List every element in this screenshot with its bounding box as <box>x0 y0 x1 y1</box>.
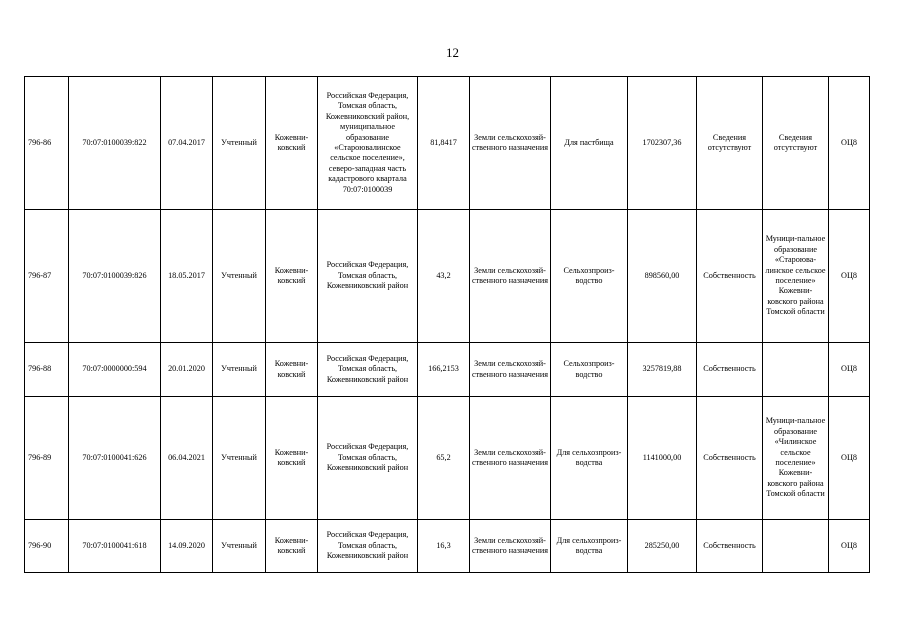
cadastral-value-cell: 1702307,36 <box>628 77 697 210</box>
code-cell: ОЦ8 <box>829 520 870 573</box>
permitted-use-cell: Сельхозпроиз-водство <box>551 343 628 397</box>
date-cell: 06.04.2021 <box>161 397 213 520</box>
date-cell: 14.09.2020 <box>161 520 213 573</box>
right-type-cell: Собственность <box>697 343 763 397</box>
permitted-use-cell: Для пастбища <box>551 77 628 210</box>
table-row <box>25 77 870 210</box>
table-row <box>25 210 870 343</box>
right-type-cell: Собственность <box>697 397 763 520</box>
land-category-cell: Земли сельскохозяй-ственного назначения <box>470 77 551 210</box>
district-cell: Кожевни-ковский <box>266 343 318 397</box>
status-cell: Учтенный <box>213 397 266 520</box>
district-cell: Кожевни-ковский <box>266 210 318 343</box>
right-holder-cell: Сведения отсутствуют <box>763 77 829 210</box>
code-cell: ОЦ8 <box>829 77 870 210</box>
right-holder-cell: Муници-пальное образование «Чилинское сельское поселение» Кожевни-ковского района Томской области <box>763 397 829 520</box>
address-cell: Российская Федерация, Томская область, Кожевниковский район <box>318 210 418 343</box>
land-category-cell: Земли сельскохозяй-ственного назначения <box>470 520 551 573</box>
date-cell: 20.01.2020 <box>161 343 213 397</box>
code-cell: ОЦ8 <box>829 397 870 520</box>
address-cell: Российская Федерация, Томская область, Кожевниковский район <box>318 397 418 520</box>
date-cell: 07.04.2017 <box>161 77 213 210</box>
reg-number-cell: 796-90 <box>25 520 69 573</box>
status-cell: Учтенный <box>213 343 266 397</box>
cadastral-value-cell: 898560,00 <box>628 210 697 343</box>
land-category-cell: Земли сельскохозяй-ственного назначения <box>470 210 551 343</box>
land-category-cell: Земли сельскохозяй-ственного назначения <box>470 397 551 520</box>
right-holder-cell: Муници-пальное образование «Староюва-линское сельское поселение» Кожевни-ковского района Томской области <box>763 210 829 343</box>
reg-number-cell: 796-88 <box>25 343 69 397</box>
district-cell: Кожевни-ковский <box>266 397 318 520</box>
permitted-use-cell: Для сельхозпроиз-водства <box>551 520 628 573</box>
area-cell: 43,2 <box>418 210 470 343</box>
right-holder-cell <box>763 520 829 573</box>
status-cell: Учтенный <box>213 210 266 343</box>
district-cell: Кожевни-ковский <box>266 520 318 573</box>
area-cell: 16,3 <box>418 520 470 573</box>
cadastral-number-cell: 70:07:0100039:822 <box>69 77 161 210</box>
address-cell: Российская Федерация, Томская область, Кожевниковский район, муниципальное образование «Староювалинское сельское поселение», северо-западная часть кадастрового квартала 70:07:0100039 <box>318 77 418 210</box>
reg-number-cell: 796-86 <box>25 77 69 210</box>
cadastral-value-cell: 3257819,88 <box>628 343 697 397</box>
reg-number-cell: 796-89 <box>25 397 69 520</box>
date-cell: 18.05.2017 <box>161 210 213 343</box>
permitted-use-cell: Для сельхозпроиз-водства <box>551 397 628 520</box>
cadastral-number-cell: 70:07:0100041:626 <box>69 397 161 520</box>
area-cell: 166,2153 <box>418 343 470 397</box>
cadastral-number-cell: 70:07:0000000:594 <box>69 343 161 397</box>
page-number: 12 <box>446 45 459 60</box>
area-cell: 81,8417 <box>418 77 470 210</box>
status-cell: Учтенный <box>213 520 266 573</box>
cadastral-value-cell: 1141000,00 <box>628 397 697 520</box>
right-type-cell: Собственность <box>697 210 763 343</box>
cadastral-number-cell: 70:07:0100041:618 <box>69 520 161 573</box>
code-cell: ОЦ8 <box>829 343 870 397</box>
address-cell: Российская Федерация, Томская область, Кожевниковский район <box>318 343 418 397</box>
code-cell: ОЦ8 <box>829 210 870 343</box>
right-type-cell: Сведения отсутствуют <box>697 77 763 210</box>
cadastral-number-cell: 70:07:0100039:826 <box>69 210 161 343</box>
address-cell: Российская Федерация, Томская область, Кожевниковский район <box>318 520 418 573</box>
right-type-cell: Собственность <box>697 520 763 573</box>
status-cell: Учтенный <box>213 77 266 210</box>
right-holder-cell <box>763 343 829 397</box>
area-cell: 65,2 <box>418 397 470 520</box>
cadastral-value-cell: 285250,00 <box>628 520 697 573</box>
table-row <box>25 343 870 397</box>
district-cell: Кожевни-ковский <box>266 77 318 210</box>
table-row <box>25 397 870 520</box>
permitted-use-cell: Сельхозпроиз-водство <box>551 210 628 343</box>
table-row <box>25 520 870 573</box>
reg-number-cell: 796-87 <box>25 210 69 343</box>
land-registry-table <box>24 76 870 573</box>
land-category-cell: Земли сельскохозяй-ственного назначения <box>470 343 551 397</box>
